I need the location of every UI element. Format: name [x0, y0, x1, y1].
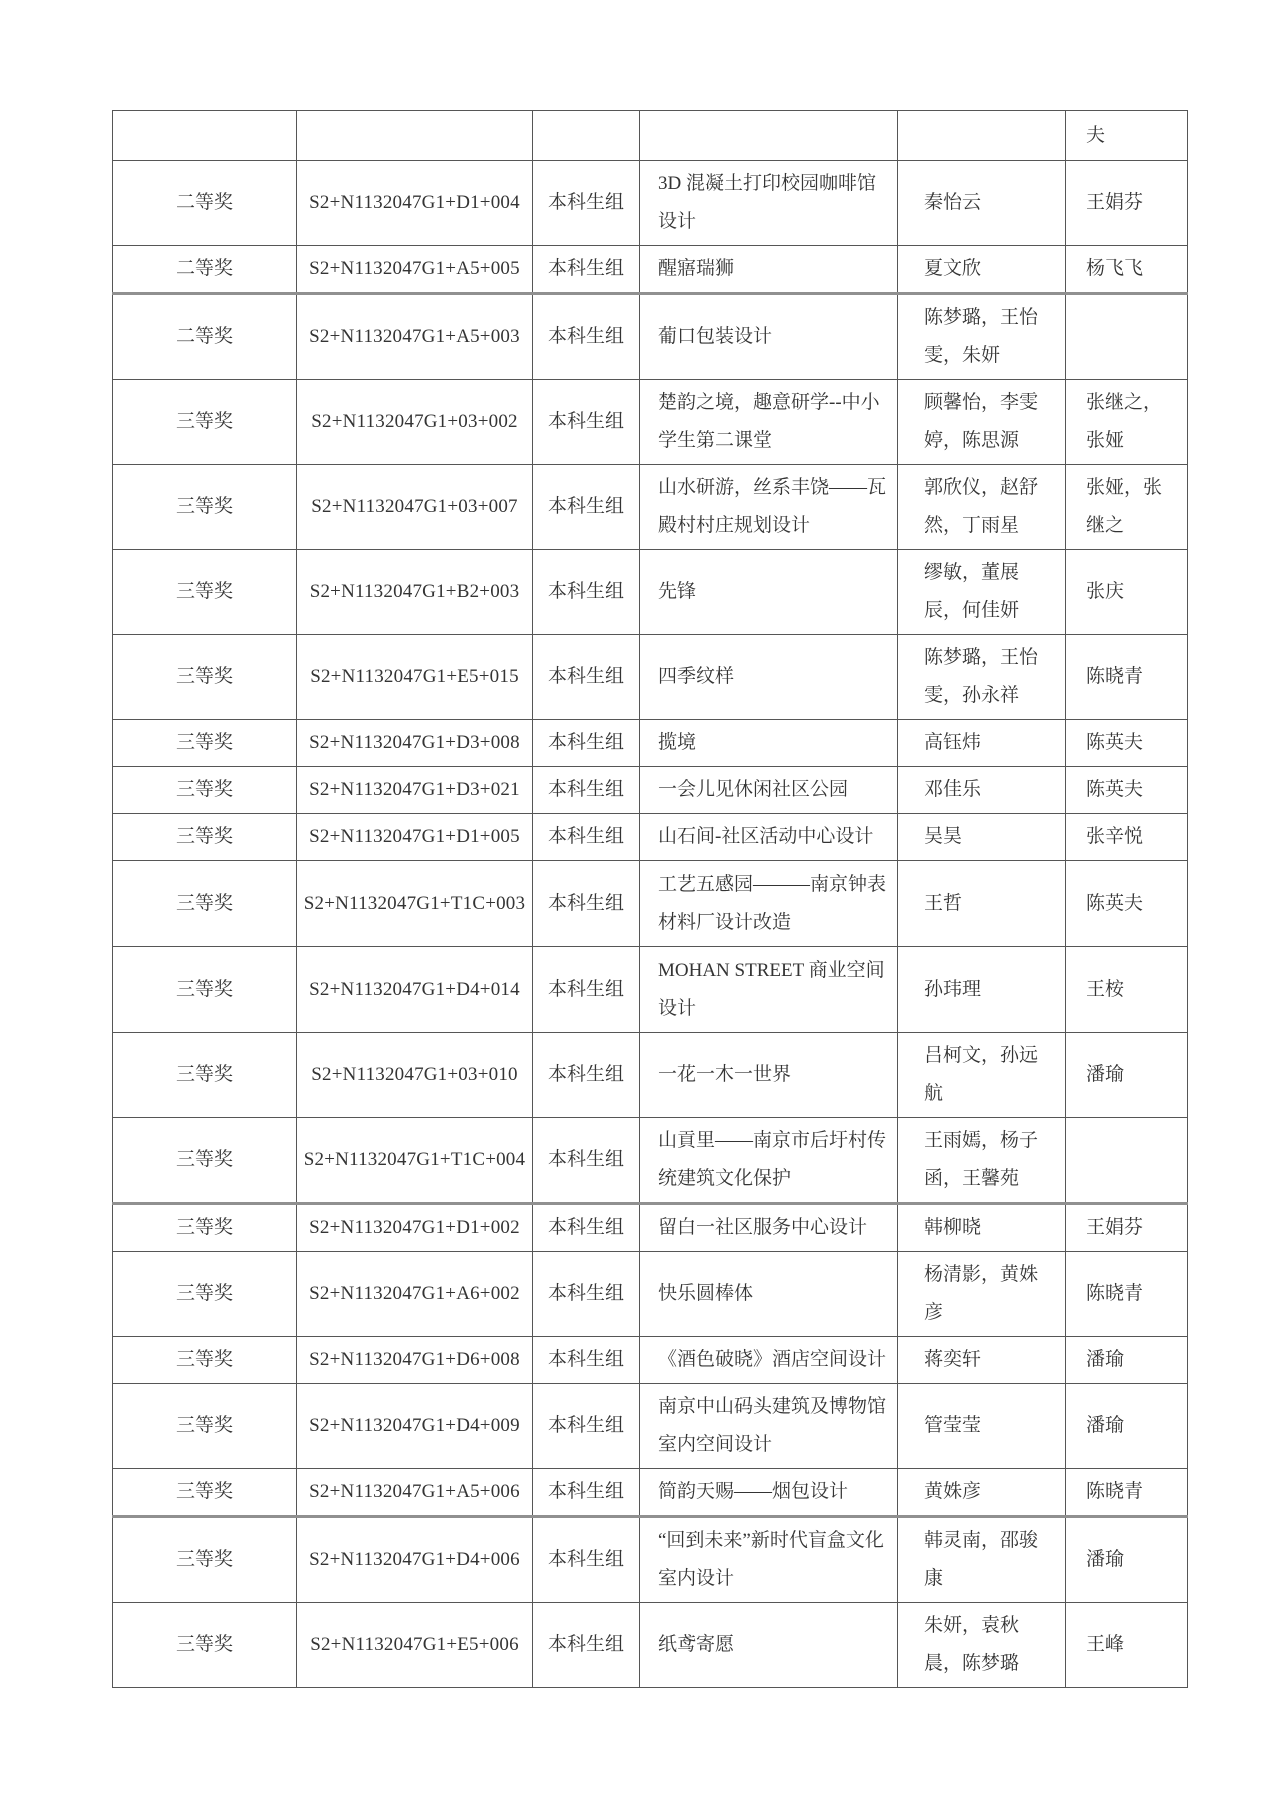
entry-code-cell: S2+N1132047G1+03+007	[297, 465, 533, 550]
advisor-cell: 陈晓青	[1066, 1252, 1188, 1337]
project-title-cell: 纸鸢寄愿	[640, 1603, 898, 1688]
award-cell: 三等奖	[113, 1033, 297, 1118]
entry-code-cell: S2+N1132047G1+D6+008	[297, 1337, 533, 1384]
members-cell	[898, 111, 1066, 161]
award-cell: 三等奖	[113, 1252, 297, 1337]
group-cell: 本科生组	[533, 161, 640, 246]
project-title-cell: 简韵天赐——烟包设计	[640, 1469, 898, 1517]
group-cell: 本科生组	[533, 767, 640, 814]
members-cell: 蒋奕轩	[898, 1337, 1066, 1384]
award-cell: 三等奖	[113, 1469, 297, 1517]
project-title-cell	[640, 111, 898, 161]
group-cell: 本科生组	[533, 465, 640, 550]
advisor-cell: 王桉	[1066, 947, 1188, 1033]
project-title-cell: 楚韵之境，趣意研学--中小学生第二课堂	[640, 380, 898, 465]
award-cell: 三等奖	[113, 720, 297, 767]
advisor-cell	[1066, 1118, 1188, 1204]
members-cell: 朱妍，袁秋晨，陈梦璐	[898, 1603, 1066, 1688]
table-row	[113, 294, 1188, 380]
members-cell: 王雨嫣，杨子函，王馨苑	[898, 1118, 1066, 1204]
table-row	[113, 1252, 1188, 1337]
advisor-cell: 陈英夫	[1066, 767, 1188, 814]
members-cell: 夏文欣	[898, 246, 1066, 294]
group-cell: 本科生组	[533, 1118, 640, 1204]
group-cell: 本科生组	[533, 720, 640, 767]
table-row	[113, 1033, 1188, 1118]
project-title-cell: MOHAN STREET 商业空间设计	[640, 947, 898, 1033]
entry-code-cell: S2+N1132047G1+03+002	[297, 380, 533, 465]
advisor-cell: 张继之，张娅	[1066, 380, 1188, 465]
project-title-cell: 快乐圆棒体	[640, 1252, 898, 1337]
advisor-cell: 潘瑜	[1066, 1384, 1188, 1469]
entry-code-cell: S2+N1132047G1+A5+003	[297, 294, 533, 380]
entry-code-cell: S2+N1132047G1+T1C+003	[297, 861, 533, 947]
members-cell: 吴昊	[898, 814, 1066, 861]
award-cell: 三等奖	[113, 861, 297, 947]
group-cell: 本科生组	[533, 1337, 640, 1384]
advisor-cell: 张辛悦	[1066, 814, 1188, 861]
table-row	[113, 380, 1188, 465]
advisor-cell: 王峰	[1066, 1603, 1188, 1688]
project-title-cell: 山貢里——南京市后圩村传统建筑文化保护	[640, 1118, 898, 1204]
group-cell: 本科生组	[533, 1252, 640, 1337]
project-title-cell: 山水研游，丝系丰饶——瓦殿村村庄规划设计	[640, 465, 898, 550]
table-row	[113, 161, 1188, 246]
table-row	[113, 246, 1188, 294]
advisor-cell	[1066, 294, 1188, 380]
table-row	[113, 814, 1188, 861]
entry-code-cell: S2+N1132047G1+D1+004	[297, 161, 533, 246]
members-cell: 秦怡云	[898, 161, 1066, 246]
table-row	[113, 767, 1188, 814]
project-title-cell: 葡口包装设计	[640, 294, 898, 380]
project-title-cell: 醒寤瑞狮	[640, 246, 898, 294]
group-cell: 本科生组	[533, 246, 640, 294]
project-title-cell: 《酒色破晓》酒店空间设计	[640, 1337, 898, 1384]
members-cell: 顾馨怡，李雯婷，陈思源	[898, 380, 1066, 465]
advisor-cell: 陈英夫	[1066, 720, 1188, 767]
table-row	[113, 1517, 1188, 1603]
group-cell: 本科生组	[533, 1384, 640, 1469]
entry-code-cell: S2+N1132047G1+A5+006	[297, 1469, 533, 1517]
members-cell: 韩灵南，邵骏康	[898, 1517, 1066, 1603]
entry-code-cell: S2+N1132047G1+D1+005	[297, 814, 533, 861]
award-cell: 三等奖	[113, 1337, 297, 1384]
entry-code-cell: S2+N1132047G1+A5+005	[297, 246, 533, 294]
award-cell	[113, 111, 297, 161]
award-cell: 三等奖	[113, 380, 297, 465]
group-cell: 本科生组	[533, 1603, 640, 1688]
award-cell: 三等奖	[113, 947, 297, 1033]
entry-code-cell: S2+N1132047G1+D3+021	[297, 767, 533, 814]
award-cell: 三等奖	[113, 1204, 297, 1252]
group-cell: 本科生组	[533, 947, 640, 1033]
award-cell: 三等奖	[113, 465, 297, 550]
awards-table	[112, 110, 1188, 1688]
project-title-cell: 一花一木一世界	[640, 1033, 898, 1118]
table-row	[113, 861, 1188, 947]
award-cell: 三等奖	[113, 1517, 297, 1603]
group-cell: 本科生组	[533, 1517, 640, 1603]
group-cell: 本科生组	[533, 635, 640, 720]
table-row	[113, 947, 1188, 1033]
award-cell: 三等奖	[113, 1118, 297, 1204]
award-cell: 三等奖	[113, 550, 297, 635]
entry-code-cell: S2+N1132047G1+T1C+004	[297, 1118, 533, 1204]
advisor-cell: 潘瑜	[1066, 1517, 1188, 1603]
entry-code-cell: S2+N1132047G1+D3+008	[297, 720, 533, 767]
group-cell: 本科生组	[533, 861, 640, 947]
table-row	[113, 465, 1188, 550]
award-cell: 三等奖	[113, 635, 297, 720]
project-title-cell: 山石间-社区活动中心设计	[640, 814, 898, 861]
members-cell: 孙玮理	[898, 947, 1066, 1033]
entry-code-cell: S2+N1132047G1+E5+006	[297, 1603, 533, 1688]
advisor-cell: 王娟芬	[1066, 1204, 1188, 1252]
award-cell: 二等奖	[113, 161, 297, 246]
table-row	[113, 1384, 1188, 1469]
group-cell: 本科生组	[533, 1033, 640, 1118]
award-cell: 三等奖	[113, 1384, 297, 1469]
advisor-cell: 潘瑜	[1066, 1033, 1188, 1118]
advisor-cell: 潘瑜	[1066, 1337, 1188, 1384]
entry-code-cell: S2+N1132047G1+D4+009	[297, 1384, 533, 1469]
project-title-cell: 先锋	[640, 550, 898, 635]
table-row	[113, 1337, 1188, 1384]
entry-code-cell: S2+N1132047G1+D1+002	[297, 1204, 533, 1252]
entry-code-cell: S2+N1132047G1+03+010	[297, 1033, 533, 1118]
table-row	[113, 550, 1188, 635]
group-cell: 本科生组	[533, 814, 640, 861]
members-cell: 邓佳乐	[898, 767, 1066, 814]
project-title-cell: “回到未来”新时代盲盒文化室内设计	[640, 1517, 898, 1603]
members-cell: 管莹莹	[898, 1384, 1066, 1469]
project-title-cell: 3D 混凝土打印校园咖啡馆设计	[640, 161, 898, 246]
members-cell: 韩柳晓	[898, 1204, 1066, 1252]
project-title-cell: 工艺五感园———南京钟表材料厂设计改造	[640, 861, 898, 947]
members-cell: 吕柯文，孙远航	[898, 1033, 1066, 1118]
table-row	[113, 635, 1188, 720]
table-row	[113, 1469, 1188, 1517]
advisor-cell: 陈英夫	[1066, 861, 1188, 947]
entry-code-cell: S2+N1132047G1+A6+002	[297, 1252, 533, 1337]
award-cell: 二等奖	[113, 294, 297, 380]
group-cell: 本科生组	[533, 550, 640, 635]
advisor-cell: 陈晓青	[1066, 1469, 1188, 1517]
group-cell: 本科生组	[533, 1204, 640, 1252]
members-cell: 缪敏，董展辰，何佳妍	[898, 550, 1066, 635]
advisor-cell: 张娅，张继之	[1066, 465, 1188, 550]
project-title-cell: 一会儿见休闲社区公园	[640, 767, 898, 814]
entry-code-cell: S2+N1132047G1+D4+014	[297, 947, 533, 1033]
table-row	[113, 720, 1188, 767]
project-title-cell: 揽境	[640, 720, 898, 767]
advisor-cell: 王娟芬	[1066, 161, 1188, 246]
table-row	[113, 1118, 1188, 1204]
award-cell: 三等奖	[113, 1603, 297, 1688]
project-title-cell: 四季纹样	[640, 635, 898, 720]
members-cell: 陈梦璐，王怡雯，朱妍	[898, 294, 1066, 380]
project-title-cell: 南京中山码头建筑及博物馆室内空间设计	[640, 1384, 898, 1469]
table-row	[113, 1204, 1188, 1252]
award-cell: 二等奖	[113, 246, 297, 294]
advisor-cell: 夫	[1066, 111, 1188, 161]
awards-table-body	[113, 111, 1188, 1688]
table-row	[113, 111, 1188, 161]
advisor-cell: 杨飞飞	[1066, 246, 1188, 294]
table-row	[113, 1603, 1188, 1688]
award-cell: 三等奖	[113, 814, 297, 861]
entry-code-cell: S2+N1132047G1+E5+015	[297, 635, 533, 720]
group-cell: 本科生组	[533, 1469, 640, 1517]
group-cell: 本科生组	[533, 294, 640, 380]
group-cell: 本科生组	[533, 380, 640, 465]
members-cell: 陈梦璐，王怡雯，孙永祥	[898, 635, 1066, 720]
group-cell	[533, 111, 640, 161]
members-cell: 高钰炜	[898, 720, 1066, 767]
members-cell: 杨清影，黄姝彦	[898, 1252, 1066, 1337]
entry-code-cell	[297, 111, 533, 161]
members-cell: 黄姝彦	[898, 1469, 1066, 1517]
members-cell: 郭欣仪，赵舒然，丁雨星	[898, 465, 1066, 550]
award-cell: 三等奖	[113, 767, 297, 814]
members-cell: 王哲	[898, 861, 1066, 947]
entry-code-cell: S2+N1132047G1+D4+006	[297, 1517, 533, 1603]
entry-code-cell: S2+N1132047G1+B2+003	[297, 550, 533, 635]
advisor-cell: 陈晓青	[1066, 635, 1188, 720]
project-title-cell: 留白一社区服务中心设计	[640, 1204, 898, 1252]
advisor-cell: 张庆	[1066, 550, 1188, 635]
